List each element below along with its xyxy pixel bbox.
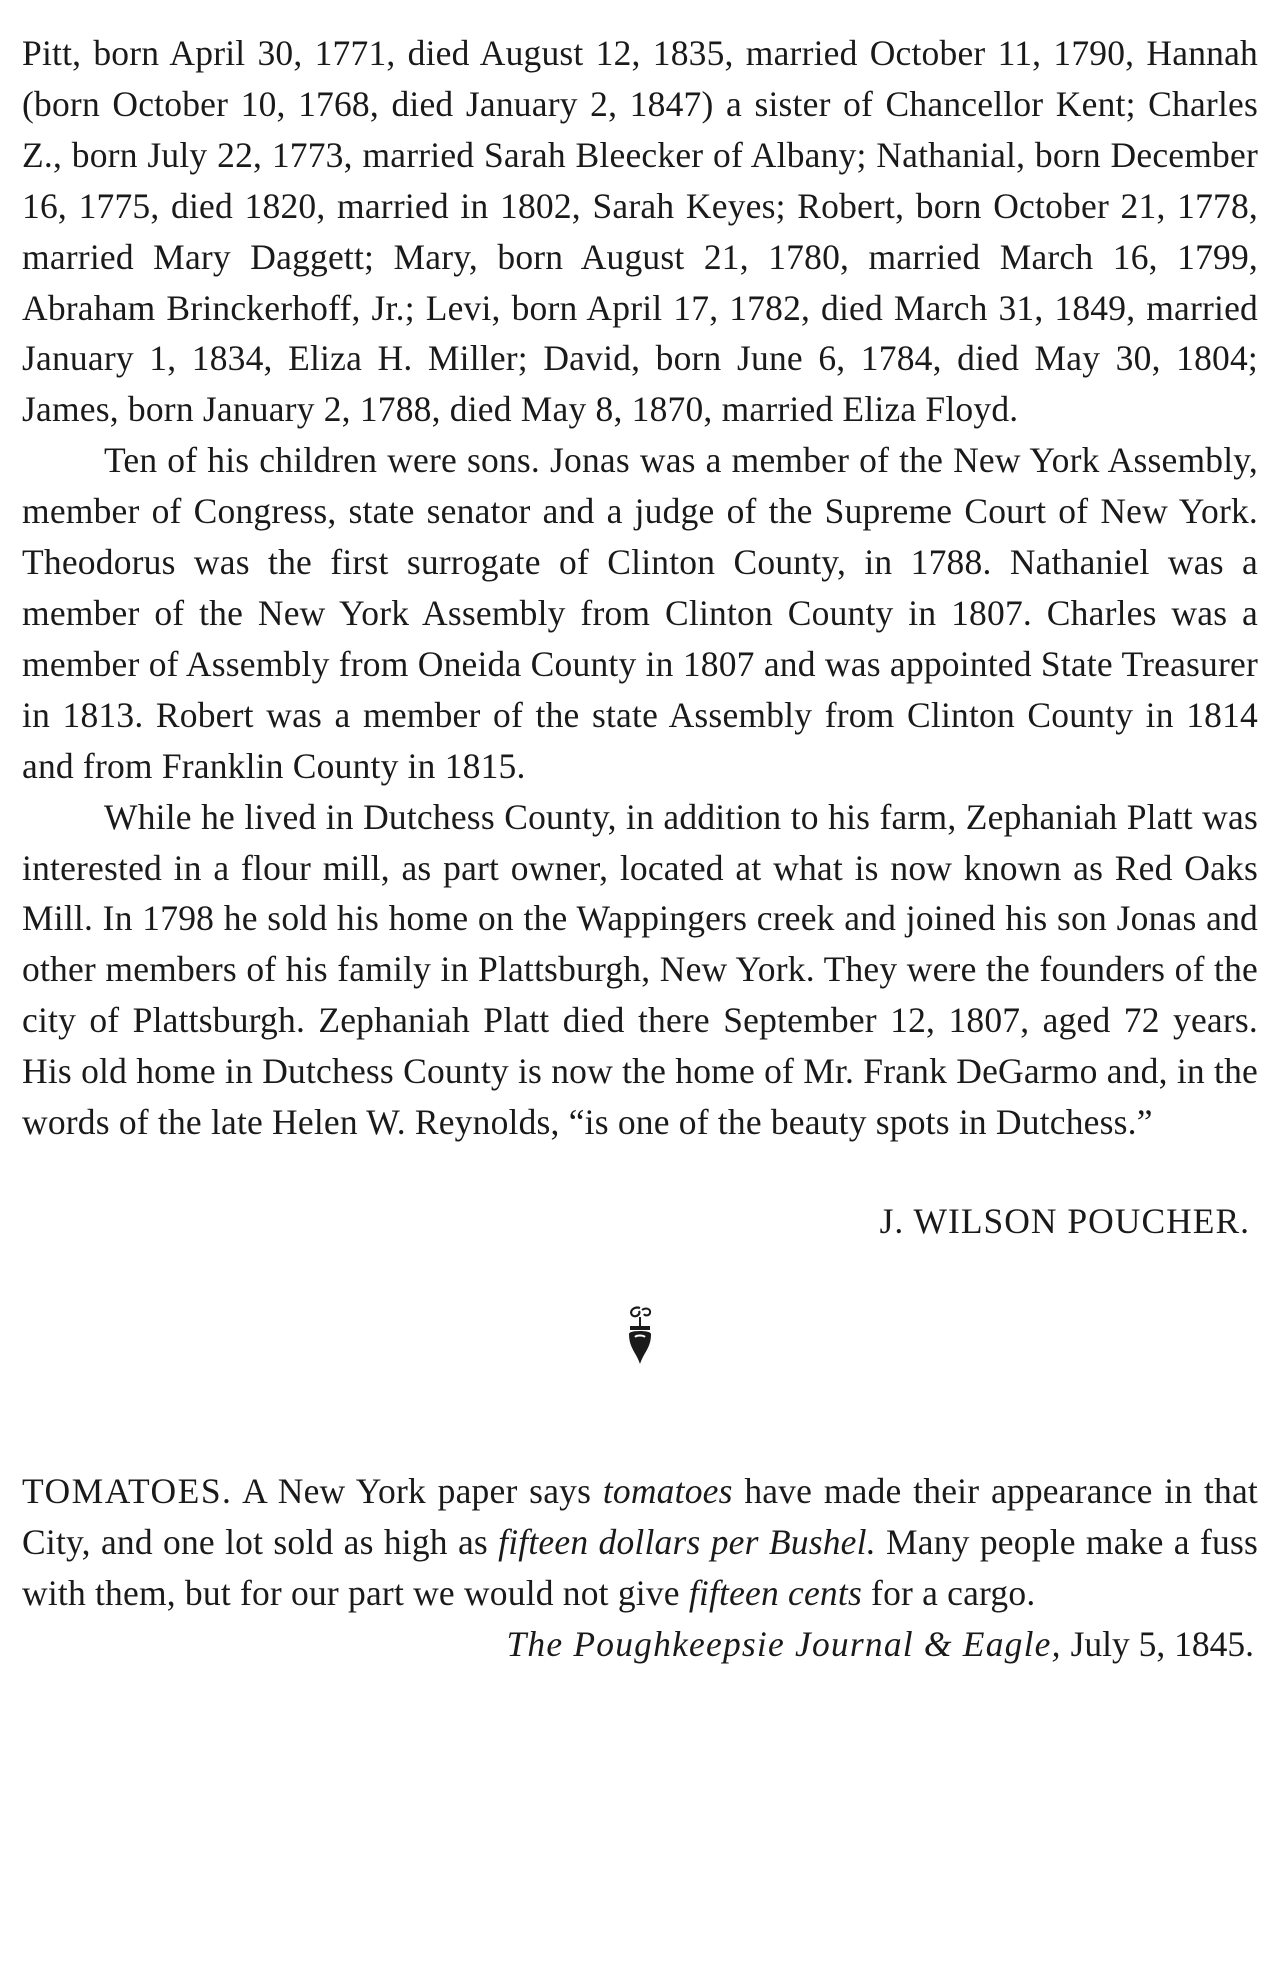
paragraph-sons: Ten of his children were sons. Jonas was a member of the New York Assembly, member of Congress, state senator and a judge of the Supreme Court of New York. Theodorus was the first surrogate of Clinton County, in 1788. Nathaniel was a member of the New York Assembly from Clinton County in 1807. Charles was a member of Assembly from Oneida County in 1807 and was appointed State Treasurer in 1813. Robert was a member of the state Assembly from Clinton County in 1814 and from Franklin County in 1815. [22,440,1258,786]
fleuron-icon [620,1304,660,1374]
author-signature: J. WILSON POUCHER. [879,1200,1250,1241]
source-date: July 5, 1845. [1061,1623,1254,1664]
paragraph-dutchess: While he lived in Dutchess County, in addition to his farm, Zephaniah Platt was interested in a flour mill, as part owner, located at what is now known as Red Oaks Mill. In 1798 he sold his home on the Wappingers creek and joined his son Jonas and other members of his family in Plattsburgh, New York. They were the founders of the city of Plattsburgh. Zephaniah Platt died there September 12, 1807, aged 72 years. His old home in Dutchess County is now the home of Mr. Frank DeGarmo and, in the words of the late Helen W. Reynolds, “is one of the beauty spots in Dutchess.” [22,796,1258,1143]
tomatoes-italic-2: fifteen dollars per Bushel. [498,1521,876,1562]
tomatoes-text-4: for a cargo. [861,1572,1036,1613]
tomatoes-italic-3: fifteen cents [688,1572,862,1613]
tomatoes-lead: TOMATOES. [22,1470,233,1511]
tomatoes-text-1: A New York paper says [232,1470,603,1511]
tomatoes-item [22,1466,1258,1619]
document-page [22,28,1258,1669]
tomatoes-italic-1: tomatoes [602,1470,733,1511]
source-title: The Poughkeepsie Journal & Eagle, [506,1623,1062,1664]
source-attribution [22,1619,1258,1669]
paragraph-children-list: Pitt, born April 30, 1771, died August 12, 1835, married October 11, 1790, Hannah (born October 10, 1768, died January 2, 1847) a sister of Chancellor Kent; Charles Z., born July 22, 1773, married Sarah Bleecker of Albany; Nathanial, born December 16, 1775, died 1820, married in 1802, Sarah Keyes; Robert, born October 21, 1778, married Mary Daggett; Mary, born August 21, 1780, married March 16, 1799, Abraham Brinckerhoff, Jr.; Levi, born April 17, 1782, died March 31, 1849, married January 1, 1834, Eliza H. Miller; David, born June 6, 1784, died May 30, 1804; James, born January 2, 1788, died May 8, 1870, married Eliza Floyd. [22,33,1258,430]
tomatoes-text-2: have made their appearance in that City, and one lot sold as high as [22,1470,1258,1562]
tomatoes-text-3: Many people make a fuss with them, but for our part we would not give [22,1521,1258,1613]
